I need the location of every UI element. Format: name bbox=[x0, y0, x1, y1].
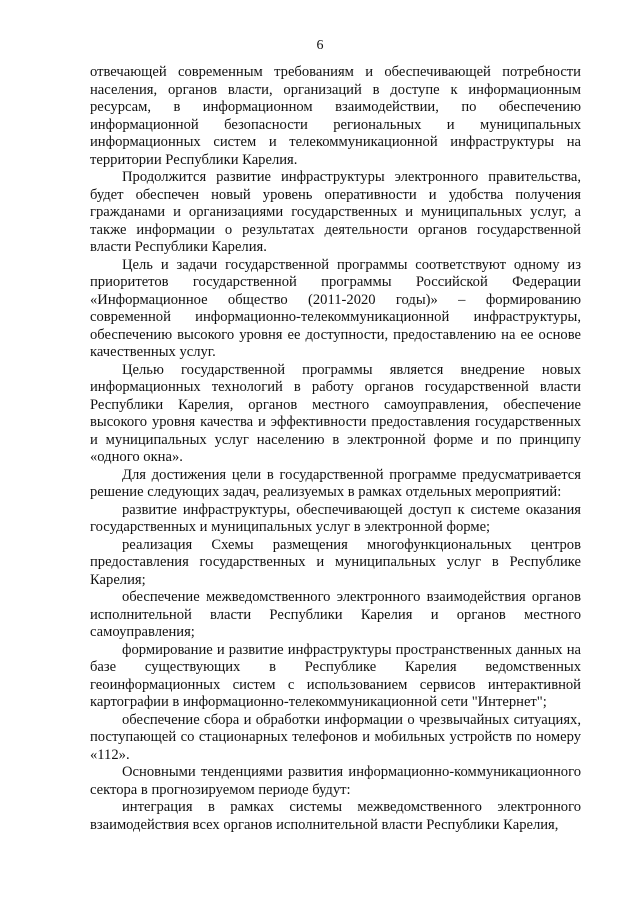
paragraph-program-goal: Целью государственной программы является внедрение новых информационных технологий в работу органов государственной власти Республики Карелия, органов местного самоуправления, обеспечение высокого уровня качества и эффективности предоставления государственных и муниципальных услуг населению в электронной форме и по принципу «одного окна». bbox=[90, 361, 581, 465]
paragraph-continuation: отвечающей современным требованиям и обеспечивающей потребности населения, органов власти, организаций в доступе к информационным ресурсам, в информационном взаимодействии, по обеспечению информационной безопасности региональных и муниципальных информационных систем и телекоммуникационной инфраструктуры на территории Республики Карелия. bbox=[90, 64, 581, 168]
task-item-spatial-data: формирование и развитие инфраструктуры пространственных данных на базе существующих в Республике Карелия ведомственных геоинформационных систем с использованием сервисов интерактивной картографии в информационно-телекоммуникационной сети "Интернет"; bbox=[90, 641, 581, 710]
paragraph-goals-priorities: Цель и задачи государственной программы соответствуют одному из приоритетов государственной программы Российской Федерации «Информационное общество (2011-2020 годы)» – формированию современной информационно-телекоммуникационной инфраструктуры, обеспечению высокого уровня ее доступности, предоставлению на ее основе качественных услуг. bbox=[90, 256, 581, 360]
task-item-mfc-scheme: реализация Схемы размещения многофункциональных центров предоставления государственных и муниципальных услуг в Республике Карелия; bbox=[90, 536, 581, 588]
task-item-112: обеспечение сбора и обработки информации о чрезвычайных ситуациях, поступающей со стационарных телефонов и мобильных устройств по номеру «112». bbox=[90, 711, 581, 763]
page-number: 6 bbox=[316, 38, 324, 53]
task-item-infrastructure: развитие инфраструктуры, обеспечивающей доступ к системе оказания государственных и муниципальных услуг в электронной форме; bbox=[90, 501, 581, 535]
task-item-interagency: обеспечение межведомственного электронного взаимодействия органов исполнительной власти Республики Карелия и органов местного самоуправления; bbox=[90, 589, 581, 640]
paragraph-e-government: Продолжится развитие инфраструктуры электронного правительства, будет обеспечен новый уровень оперативности и удобства получения гражданами и организациями государственных и муниципальных услуг, а также информации о результатах деятельности органов государственной власти Республики Карелия. bbox=[90, 169, 581, 255]
paragraph-trends-intro: Основными тенденциями развития информационно-коммуникационного сектора в прогнозируемом периоде будут: bbox=[90, 764, 581, 798]
paragraph-tasks-intro: Для достижения цели в государственной программе предусматривается решение следующих задач, реализуемых в рамках отдельных мероприятий: bbox=[90, 466, 581, 500]
trend-item-integration: интеграция в рамках системы межведомственного электронного взаимодействия всех органов исполнительной власти Республики Карелия, bbox=[90, 799, 581, 833]
document-body bbox=[90, 64, 581, 834]
